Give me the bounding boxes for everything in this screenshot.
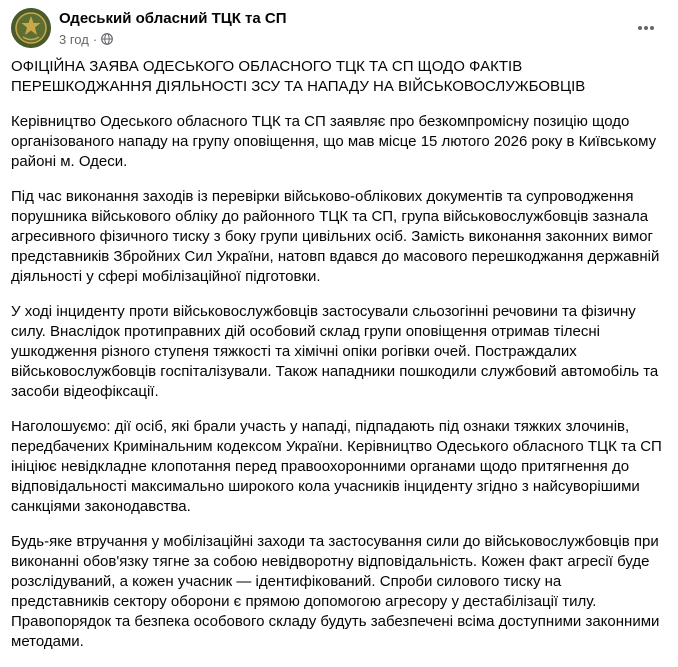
post-header	[0, 0, 678, 58]
post-meta	[59, 31, 113, 47]
page-avatar[interactable]	[11, 8, 51, 48]
post-text	[11, 57, 663, 667]
more-options-button[interactable]	[628, 10, 664, 46]
post-paragraph: Керівництво Одеського обласного ТЦК та СП заявляє про безкомпромісну позицію щодо організованого нападу на групу оповіщення, що мав місце 15 лютого 2026 року в Київському районі м. Одеси.	[11, 113, 657, 170]
post-timestamp[interactable]: 3 год	[59, 31, 89, 47]
post-paragraph: У ході інциденту проти військовослужбовців застосували сльозогінні речовини та фізичну силу. Внаслідок протиправних дій особовий склад групи оповіщення отримав тілесні ушкодження різного ступеня тяжкості та хімічні опіки рогівки очей. Постраждалих військовослужбовців госпіталізували. Також нападники пошкодили службовий автомобіль та засоби відеофіксації.	[11, 303, 659, 400]
page-name-link[interactable]: Одеський обласний ТЦК та СП	[59, 10, 287, 27]
globe-icon[interactable]	[101, 33, 113, 45]
more-horizontal-icon	[636, 18, 656, 38]
meta-separator: ·	[92, 31, 98, 47]
post-paragraph: Наголошуємо: дії осіб, які брали участь у нападі, підпадають під ознаки тяжких злочинів, передбачених Кримінальним кодексом України. Керівництво Одеського обласного ТЦК та СП ініціює невідкладне клопотання перед правоохоронними органами щодо притягнення до відповідальності максимально широкого кола учасників інциденту згідно з найсуворішими санкціями законодавства.	[11, 418, 662, 515]
post-title-paragraph: ОФІЦІЙНА ЗАЯВА ОДЕСЬКОГО ОБЛАСНОГО ТЦК ТА СП ЩОДО ФАКТІВ ПЕРЕШКОДЖАННЯ ДІЯЛЬНОСТІ ЗСУ ТА НАПАДУ НА ВІЙСЬКОВОСЛУЖБОВЦІВ	[11, 58, 586, 95]
military-emblem-icon	[11, 8, 51, 48]
post-paragraph: Будь-яке втручання у мобілізаційні заходи та застосування сили до військовослужбовців при виконанні обов'язку тягне за собою невідворотну відповідальність. Кожен факт агресії буде розслідуваний, а кожен учасник — ідентифікований. Спроби силового тиску на представників сектору оборони є прямою допомогою агресору у дестабілізації тилу. Правопорядок та безпека особового складу будуть забезпечені всіма доступними законними методами.	[11, 533, 660, 650]
post-paragraph: Під час виконання заходів із перевірки військово-облікових документів та супроводження порушника військового обліку до районного ТЦК та СП, група військовослужбовців зазнала агресивного фізичного тиску з боку групи цивільних осіб. Замість виконання законних вимог представників Збройних Сил України, натовп вдався до масового перешкоджання державній діяльності у сфері мобілізаційної підготовки.	[11, 188, 660, 285]
